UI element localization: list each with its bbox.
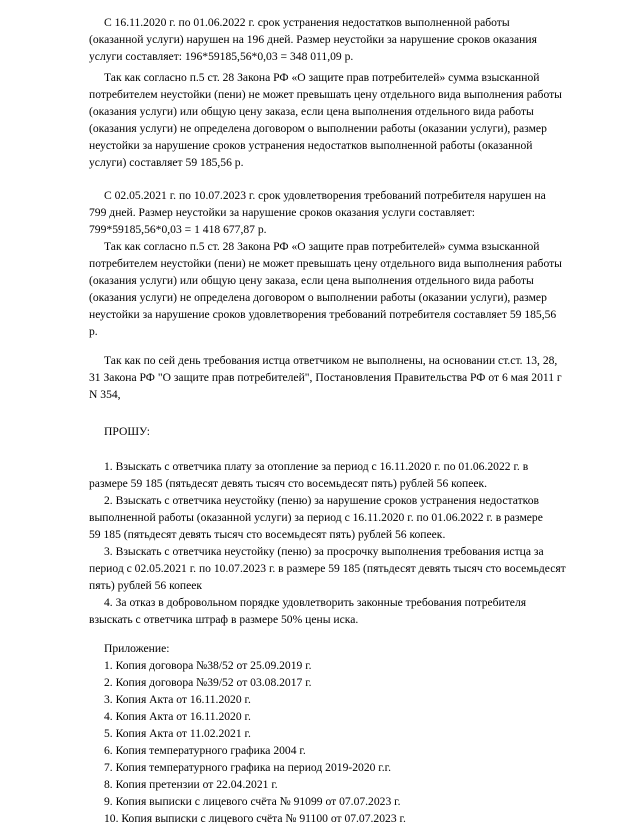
attachment-item: 8. Копия претензии от 22.04.2021 г. [104,778,278,791]
paragraph-line: С 16.11.2020 г. по 01.06.2022 г. срок устранения недостатков выполненной работы [104,16,510,29]
paragraph-line: Так как согласно п.5 ст. 28 Закона РФ «О защите прав потребителей» сумма взысканной [104,71,540,84]
attachments-title: Приложение: [104,642,170,655]
paragraph-line: 799 дней. Размер неустойки за нарушение сроков оказания услуги составляет: [89,206,476,219]
attachment-item: 4. Копия Акта от 16.11.2020 г. [104,710,251,723]
request-item-line: период с 02.05.2021 г. по 10.07.2023 г. в размере 59 185 (пятьдесят девять тысяч сто восемьдесят [89,562,566,575]
request-item-line: выполненной работы (оказанной услуги) за период с 16.11.2020 г. по 01.06.2022 г. в размере [89,511,543,524]
paragraph-line: неустойки за нарушение сроков удовлетворения требований потребителя составляет 59 185,56 [89,308,557,321]
paragraph-line: N 354, [89,388,121,401]
paragraph-line: услуги составляет: 196*59185,56*0,03 = 348 011,09 р. [89,50,354,63]
request-item-line: 4. За отказ в добровольном порядке удовлетворить законные требования потребителя [104,596,527,609]
request-item-line: размере 59 185 (пятьдесят девять тысяч сто восемьдесят пять) рублей 56 копеек. [89,477,488,490]
request-item-line: 1. Взыскать с ответчика плату за отопление за период с 16.11.2020 г. по 01.06.2022 г. в [104,460,529,473]
paragraph-line: (оказания услуги) не определена договором о выполнении работы (оказании услуги), размер [89,122,547,135]
attachment-item: 10. Копия выписки с лицевого счёта № 91100 от 07.07.2023 г. [104,812,406,825]
attachment-item: 3. Копия Акта от 16.11.2020 г. [104,693,251,706]
request-item-line: 3. Взыскать с ответчика неустойку (пеню) за просрочку выполнения требования истца за [104,545,544,558]
paragraph-line: р. [89,325,98,338]
paragraph-line: Так как согласно п.5 ст. 28 Закона РФ «О защите прав потребителей» сумма взысканной [104,240,540,253]
attachment-item: 6. Копия температурного графика 2004 г. [104,744,306,757]
request-item-line: пять) рублей 56 копеек [89,579,203,592]
request-heading: ПРОШУ: [104,425,151,438]
request-item-line: взыскать с ответчика штраф в размере 50% цены иска. [89,613,359,626]
paragraph-line: 799*59185,56*0,03 = 1 418 677,87 р. [89,223,267,236]
attachment-item: 1. Копия договора №38/52 от 25.09.2019 г. [104,659,312,672]
paragraph-line: потребителем неустойки (пени) не может превышать цену отдельного вида выполнения работы [89,88,562,101]
paragraph-line: (оказания услуги) или общую цену заказа, если цена выполнения отдельного вида работы [89,274,534,287]
attachment-item: 7. Копия температурного графика на период 2019-2020 г.г. [104,761,391,774]
paragraph-line: потребителем неустойки (пени) не может превышать цену отдельного вида выполнения работы [89,257,562,270]
attachment-item: 5. Копия Акта от 11.02.2021 г. [104,727,251,740]
paragraph-line: (оказания услуги) не определена договором о выполнении работы (оказании услуги), размер [89,291,547,304]
paragraph-line: (оказания услуги) или общую цену заказа, если цена выполнения отдельного вида работы [89,105,534,118]
paragraph-line: услуги) составляет 59 185,56 р. [89,156,244,169]
attachment-item: 9. Копия выписки с лицевого счёта № 91099 от 07.07.2023 г. [104,795,401,808]
request-item-line: 59 185 (пятьдесят девять тысяч сто восемьдесят пять) рублей 56 копеек. [89,528,446,541]
attachment-item: 2. Копия договора №39/52 от 03.08.2017 г. [104,676,312,689]
paragraph-line: (оказанной услуги) нарушен на 196 дней. Размер неустойки за нарушение сроков оказания [89,33,537,46]
paragraph-line: 31 Закона РФ "О защите прав потребителей", Постановления Правительства РФ от 6 мая 2011 г [89,371,562,384]
request-item-line: 2. Взыскать с ответчика неустойку (пеню) за нарушение сроков устранения недостатков [104,494,539,507]
paragraph-line: Так как по сей день требования истца ответчиком не выполнены, на основании ст.ст. 13, 28, [104,354,558,367]
paragraph-line: С 02.05.2021 г. по 10.07.2023 г. срок удовлетворения требований потребителя нарушен на [104,189,546,202]
paragraph-line: неустойки за нарушение сроков устранения недостатков выполненной работы (оказанной [89,139,533,152]
